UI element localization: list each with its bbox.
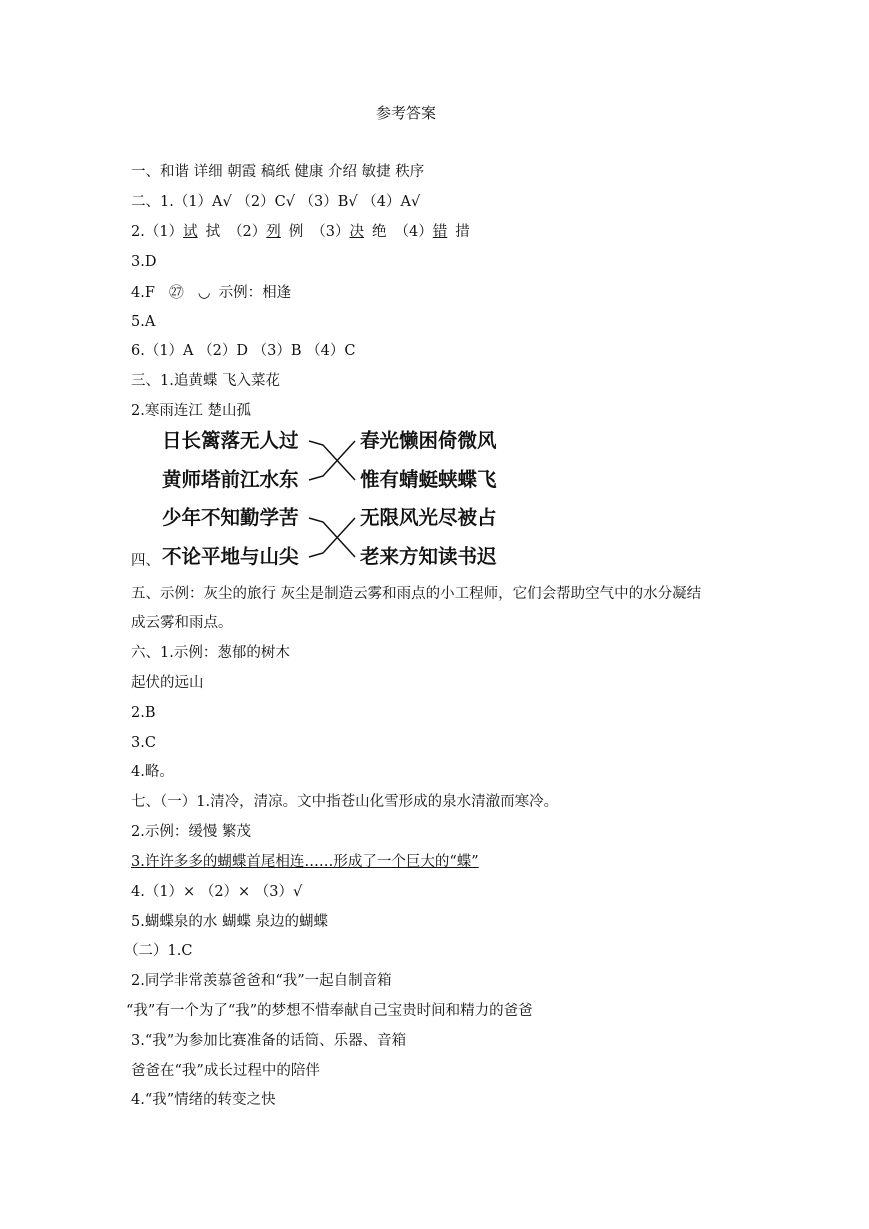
option-word-3: 绝: [372, 224, 387, 240]
answer-2-1: 二、1.（1）A√ （2）C√ （3）B√ （4）A√: [131, 194, 421, 210]
answer-7-5: 5.蝴蝶泉的水 蝴蝶 泉边的蝴蝶: [131, 914, 329, 930]
arc-mark-icon: ◡: [197, 285, 211, 301]
answer-8-3: 3.“我”为参加比赛准备的话筒、乐器、音箱: [131, 1033, 407, 1049]
match-left-3: 少年不知勤学苦: [162, 506, 299, 529]
underlined-answer-3: 决: [349, 224, 365, 240]
match-left-4: 不论平地与山尖: [162, 545, 299, 568]
answer-8-2-b: “我”有一个为了“我”的梦想不惜奉献自己宝贵时间和精力的爸爸: [126, 1003, 533, 1019]
answer-2-4-prefix: 4.F: [131, 285, 155, 301]
answer-2-5: 5.A: [131, 314, 156, 330]
answer-6-4: 4.略。: [131, 764, 174, 780]
answer-2-2-prefix-4: （4）: [394, 224, 433, 240]
answer-2-4: [131, 282, 291, 303]
answer-7-4: 4.（1）× （2）× （3）√: [131, 884, 303, 900]
match-right-4: 老来方知读书迟: [360, 545, 497, 568]
option-word-1: 拭: [205, 224, 221, 240]
answer-2-2-prefix-3: （3）: [311, 224, 350, 240]
answer-3-2: 2.寒雨连江 楚山孤: [131, 403, 251, 419]
page-title: 参考答案: [376, 104, 437, 122]
answer-7-1: 七、（一）1.清冷，清凉。文中指苍山化雪形成的泉水清澈而寒冷。: [131, 794, 559, 810]
answer-2-2-prefix-2: （2）: [228, 224, 267, 240]
match-line-3: [309, 518, 355, 557]
answer-6-1-b: 起伏的远山: [131, 675, 204, 691]
answer-2-4-example: 示例：相逢: [218, 285, 292, 301]
match-right-2: 惟有蜻蜓蛱蝶飞: [360, 468, 497, 491]
circled-number-icon: ㉗: [168, 283, 184, 301]
underlined-quote: 3.许许多多的蝴蝶首尾相连……形成了一个巨大的“蝶”: [131, 854, 479, 870]
underlined-answer-4: 错: [432, 224, 448, 240]
match-line-1: [309, 441, 355, 480]
answer-7-3: [131, 852, 479, 872]
answer-section-5-line-2: 成云雾和雨点。: [131, 615, 233, 631]
answer-3-1: 三、1.追黄蝶 飞入菜花: [131, 373, 280, 389]
answer-section-1: 一、和谐 详细 朝霞 稿纸 健康 介绍 敏捷 秩序: [131, 164, 425, 180]
option-word-2: 例: [288, 224, 304, 240]
answer-section-5-line-1: 五、示例：灰尘的旅行 灰尘是制造云雾和雨点的小工程师，它们会帮助空气中的水分凝结: [131, 586, 702, 602]
match-line-4: [309, 518, 355, 557]
answer-2-2: [131, 222, 470, 242]
match-right-1: 春光懒困倚微风: [360, 429, 497, 452]
match-left-1: 日长篱落无人过: [162, 429, 299, 452]
underlined-answer-1: 试: [183, 224, 198, 240]
answer-2-2-prefix-1: 2.（1）: [131, 224, 184, 240]
answer-8-4: 4.“我”情绪的转变之快: [131, 1092, 276, 1108]
answer-8-3-b: 爸爸在“我”成长过程中的陪伴: [131, 1063, 320, 1079]
answer-8-2: 2.同学非常羡慕爸爸和“我”一起自制音箱: [131, 973, 392, 989]
answer-8-1: （二）1.C: [124, 943, 193, 959]
underlined-answer-2: 列: [266, 224, 281, 240]
answer-6-3: 3.C: [131, 735, 156, 751]
answer-2-3: 3.D: [131, 254, 157, 270]
answer-section-4: 四、: [131, 553, 160, 569]
option-word-4: 措: [455, 224, 470, 240]
answer-6-1: 六、1.示例：葱郁的树木: [131, 645, 290, 661]
match-line-2: [309, 441, 355, 480]
answer-2-6: 6.（1）A （2）D （3）B （4）C: [131, 343, 356, 359]
match-right-3: 无限风光尽被占: [360, 506, 497, 529]
answer-7-2: 2.示例：缓慢 繁茂: [131, 824, 251, 840]
answer-6-2: 2.B: [131, 705, 156, 721]
match-left-2: 黄师塔前江水东: [162, 468, 299, 491]
